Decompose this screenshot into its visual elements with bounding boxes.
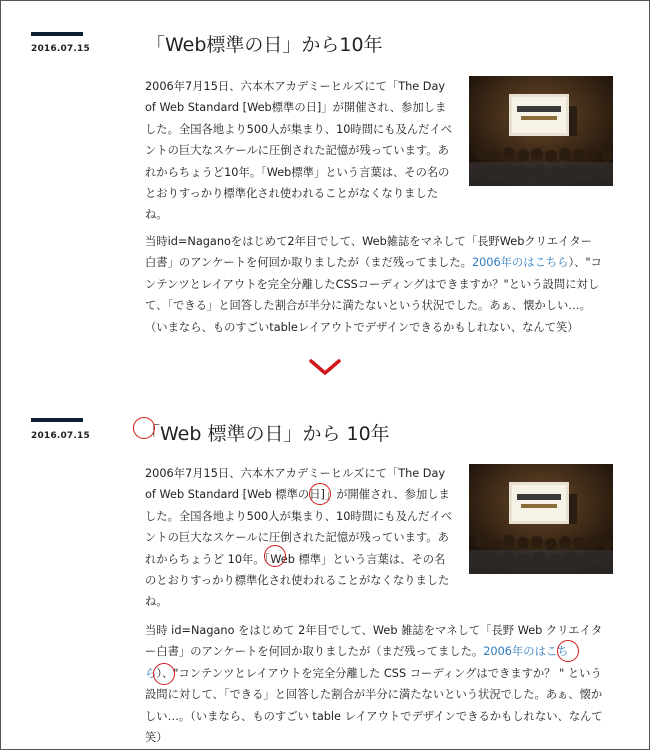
post-paragraph-1: 2006年7月15日、六本木アカデミーヒルズにて「The Day of Web Standard [Web標準の日]」が開催され、参加しました。全国各地より500人が集まり、10時間にも及んだイベントの巨大なスケールに圧倒された記憶が残っています。あれからちょうど10年。「Web標準」という言葉は、その名のとおりすっかり標準化され使われることがなくなりましたね。 [145, 80, 453, 222]
paragraph-2-text-end: ）、"コンテンツとレイアウトを完全分離したCSSコーディングはできますか？"という設問に対して、「できる」と回答した割合が半分に満たないという状況でした。あぁ、懐かしい…。（いまなら、ものすごいtableレイアウトでデザインできるかもしれない、なんて笑） [145, 256, 602, 334]
post-paragraph-2 [145, 231, 603, 338]
post-paragraph-1: 2006年7月15日、六本木アカデミーヒルズにて「The Day of Web Standard [Web 標準の日]」が開催され、参加しました。全国各地より500人が集まり、10時間にも及んだイベントの巨大なスケールに圧倒された記憶が残っています。あれからちょうど 10年。「Web 標準」という言葉は、その名のとおりすっかり標準化され使われることがなくなりましたね。 [145, 467, 453, 609]
date-bar [31, 32, 83, 36]
paragraph-2-text-start: 当時 id=Nagano をはじめて 2年目でして、Web 雑誌をマネして「長野 Web クリエイター白書」のアンケートを何回か取りましたが（まだ残ってました。 [145, 624, 603, 659]
archive-2006-link[interactable]: 2006年のはこちら [145, 645, 569, 680]
archive-2006-link[interactable]: 2006年のはこちら [471, 256, 569, 270]
annotation-circle [153, 663, 175, 685]
conference-photo-icon [469, 464, 613, 574]
post-paragraph-2 [145, 620, 603, 748]
annotation-circle [264, 545, 286, 567]
chevron-down-icon [309, 358, 341, 376]
annotation-circle [557, 640, 579, 662]
paragraph-2-text-start: 当時id=Naganoをはじめて2年目でして、Web雑誌をマネして「長野Webクリエイター白書」のアンケートを何回か取りましたが（まだ残ってました。 [145, 235, 592, 270]
conference-photo-icon [469, 76, 613, 186]
paragraph-2-text-end: ）、"コンテンツとレイアウトを完全分離した CSS コーディングはできますか？ " という設問に対して、「できる」と回答した割合が半分に満たないという状況でした。あぁ、懐かしい…。（いまなら、ものすごい table レイアウトでデザインできるかもしれない、なんて笑） [145, 666, 603, 745]
annotation-circle [309, 483, 331, 505]
annotation-circle [133, 417, 155, 439]
date-bar [31, 418, 83, 422]
post-title: 「Web標準の日」から10年 [146, 34, 383, 56]
post-title: 「Web 標準の日」から 10年 [141, 423, 390, 445]
post-date: 2016.07.15 [31, 431, 90, 441]
post-date: 2016.07.15 [31, 44, 90, 54]
